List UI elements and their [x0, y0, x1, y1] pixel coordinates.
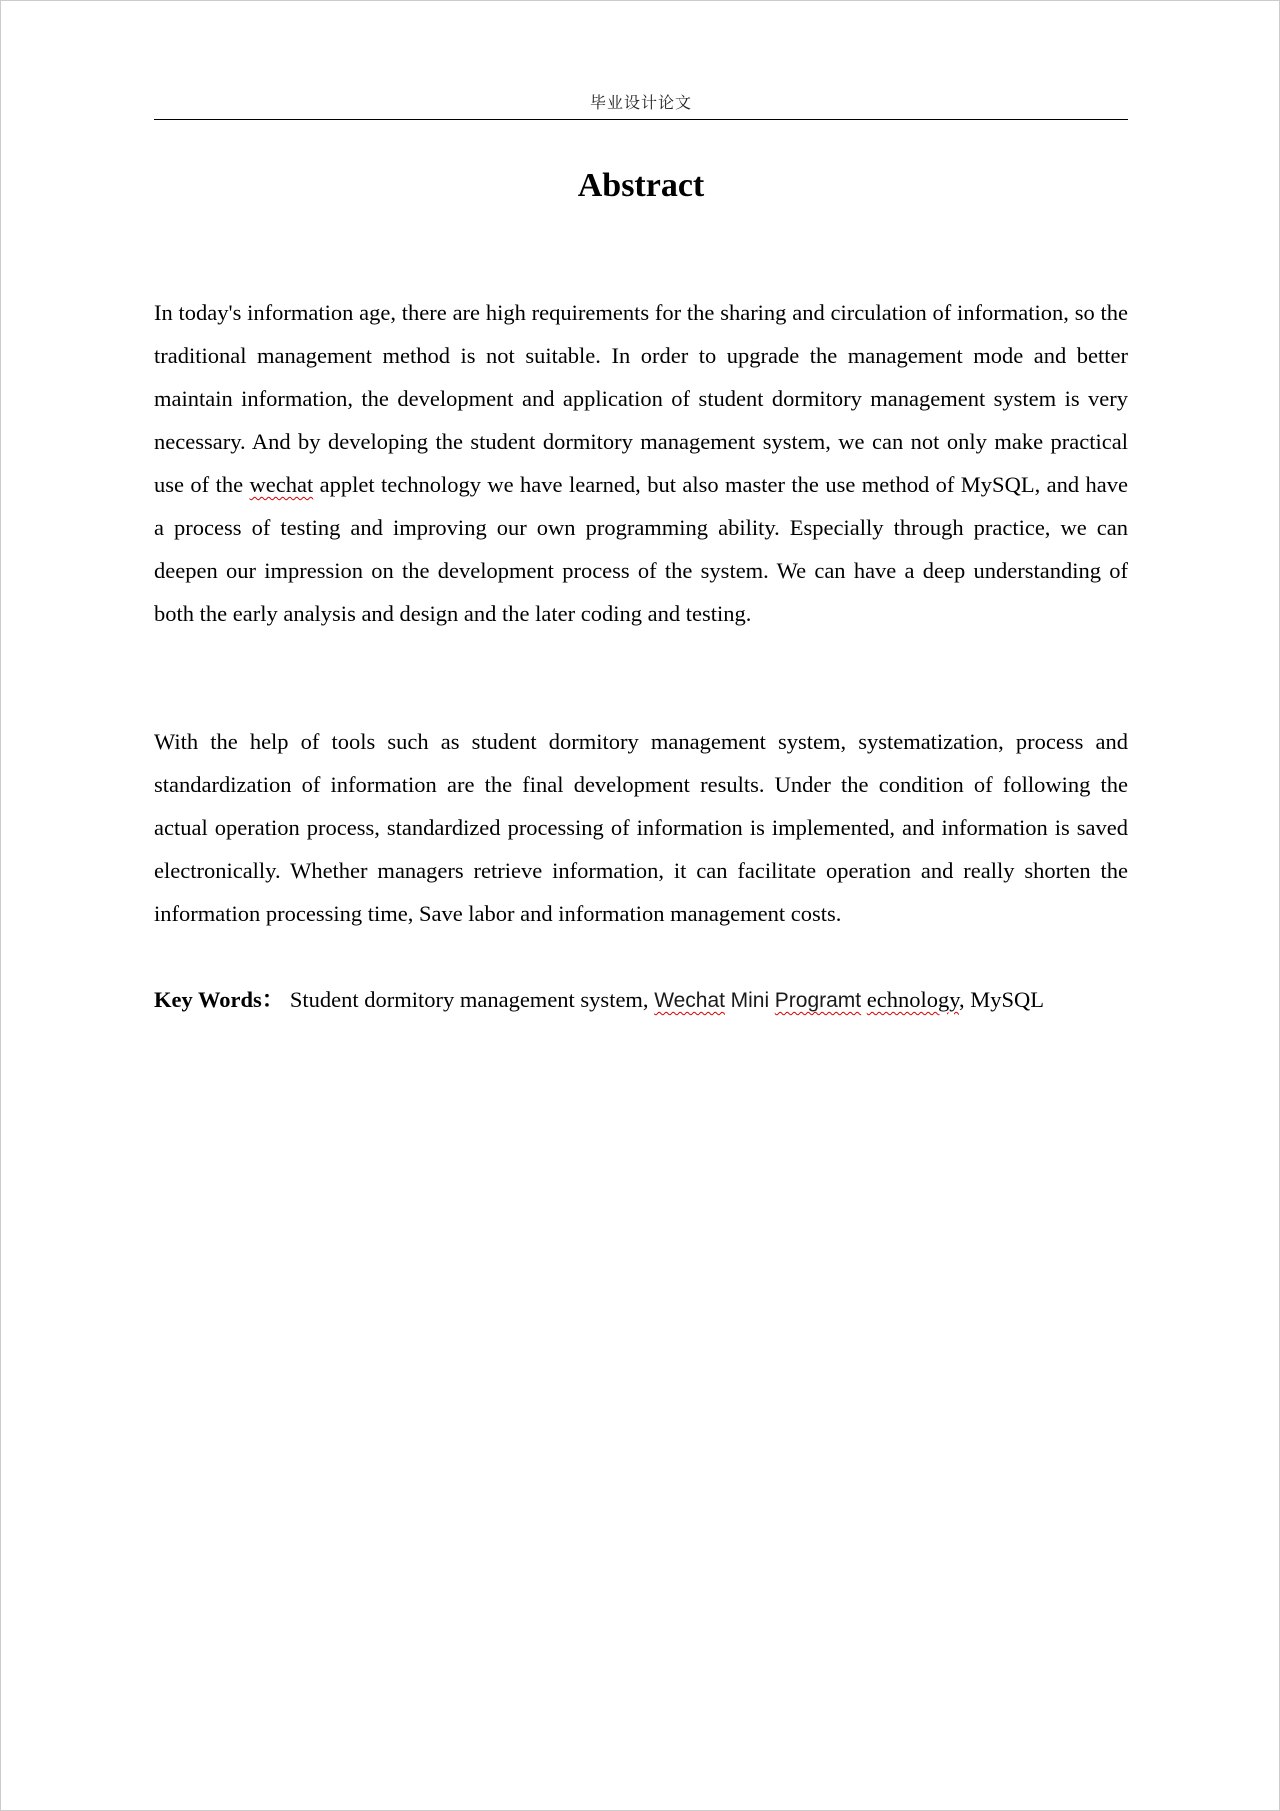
spellcheck-flagged-word[interactable]: Programt: [774, 989, 862, 1012]
paragraph-text: applet technology we have learned, but also master the use method of MySQL, and have a process of testing and improving our own programming ability. Especially through practice, we can deepen our impression on the development process of the system. We can have a deep understanding of both the early analysis and design and the later coding and testing.: [154, 472, 1128, 626]
spellcheck-flagged-word[interactable]: echnology: [866, 987, 960, 1012]
header-divider: [154, 119, 1128, 120]
keywords-section: [154, 978, 1128, 1022]
spellcheck-flagged-word[interactable]: Wechat: [654, 989, 726, 1012]
keyword-item: Student dormitory management system,: [289, 987, 649, 1012]
paragraph-text: In today's information age, there are high requirements for the sharing and circulation of information, so the traditional management method is not suitable. In order to upgrade the management mode and better maintain information, the development and application of student dormitory management system is very necessary. And by developing the student dormitory management system, we can not only make practical use of the: [154, 300, 1128, 497]
keyword-item: MySQL: [970, 987, 1045, 1012]
running-header: 毕业设计论文: [589, 93, 692, 112]
keyword-separator: ,: [959, 987, 965, 1012]
abstract-paragraph-1: [154, 291, 1128, 635]
paragraph-text: With the help of tools such as student dormitory management system, systematization, process and standardization of information are the final development results. Under the condition of following the actual operation process, standardized processing of information is implemented, and information is saved electronically. Whether managers retrieve information, it can facilitate operation and really shorten the information processing time, Save labor and information management costs.: [154, 729, 1128, 926]
page-title: Abstract: [577, 167, 705, 204]
keyword-item: Mini: [730, 989, 770, 1012]
spellcheck-flagged-word[interactable]: wechat: [249, 472, 314, 497]
abstract-paragraph-2: [154, 720, 1128, 935]
keywords-label: Key Words：: [154, 987, 285, 1012]
